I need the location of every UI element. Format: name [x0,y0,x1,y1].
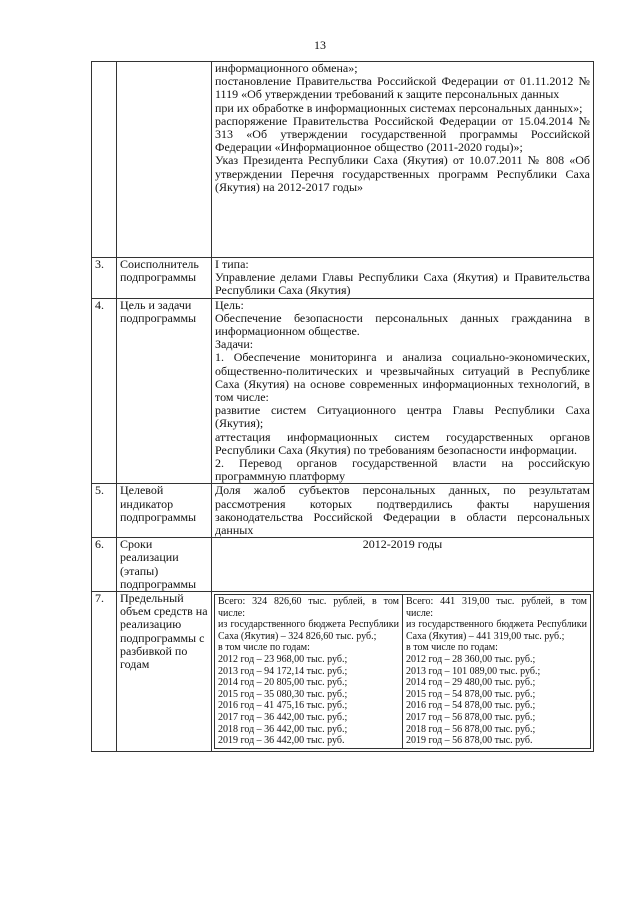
funding-line: 2016 год – 54 878,00 тыс. руб.; [406,700,536,712]
table-row-funding [92,592,594,752]
row-number: 3. [92,258,117,299]
funding-left [215,595,403,749]
funding-line: 2017 год – 36 442,00 тыс. руб.; [218,712,348,724]
funding-line: 2018 год – 56 878,00 тыс. руб.; [406,723,536,735]
funding-right [403,595,591,749]
text-line: информационного обмена»; [215,61,358,75]
funding-table [214,594,591,749]
text-line: 2. Перевод органов государственной власти на российскую программную платформу [215,456,590,484]
funding-line: 2013 год – 94 172,14 тыс. руб.; [218,665,348,677]
row-number: 7. [92,592,117,752]
text-line: при их обработке в информационных системах персональных данных»; [215,100,583,115]
text-line: I типа: [215,257,249,271]
content-cell [212,62,594,258]
text-line: Управление делами Главы Республики Саха (Якутия) и Правительства Республики Саха (Якутия) [215,270,590,298]
page-number: 13 [314,38,326,52]
funding-line: из государственного бюджета Республики Саха (Якутия) – 441 319,00 тыс. руб.; [406,619,587,642]
row-number: 4. [92,298,117,484]
text-line: аттестация информационных систем государственных органов Республики Саха (Якутия) по требованиям безопасности информации. [215,429,590,457]
text-line: развитие систем Ситуационного центра Главы Республики Саха (Якутия); [215,403,590,431]
funding-line: 2015 год – 54 878,00 тыс. руб.; [406,688,536,700]
row-label: Предельный объем средств на реализацию подпрограммы с разбивкой по годам [117,592,212,752]
num-cell [92,62,117,258]
funding-line: 2015 год – 35 080,30 тыс. руб.; [218,688,348,700]
table-row-continuation [92,62,594,258]
timeframe-value: 2012-2019 годы [212,538,594,592]
text-line: распоряжение Правительства Российской Федерации от 15.04.2014 № 313 «Об утверждении государственной программы Российской Федерации «Информационное общество (2011-2020 годы)»; [215,113,590,155]
content-cell [212,298,594,484]
funding-cell [212,592,594,752]
subprogram-passport-table [91,61,594,752]
funding-line: 2012 год – 23 968,00 тыс. руб.; [218,654,348,666]
funding-line: 2017 год – 56 878,00 тыс. руб.; [406,712,536,724]
funding-line: из государственного бюджета Республики Саха (Якутия) – 324 826,60 тыс. руб.; [218,619,399,642]
funding-line: 2018 год – 36 442,00 тыс. руб.; [218,723,348,735]
funding-line: Всего: 324 826,60 тыс. рублей, в том числе: [218,596,399,619]
content-cell [212,484,594,538]
funding-line: 2012 год – 28 360,00 тыс. руб.; [406,654,536,666]
content-cell [212,258,594,299]
text-line: Доля жалоб субъектов персональных данных, по результатам рассмотрения которых подтвердились факты нарушения законодательства Российской Федерации в области персональных данных [215,483,590,538]
funding-line: 2013 год – 101 089,00 тыс. руб.; [406,665,541,677]
row-label: Сроки реализации (этапы) подпрограммы [117,538,212,592]
text-line: Цель: [215,297,244,312]
row-label: Целевой индикатор подпрограммы [117,484,212,538]
table-row-goals [92,298,594,484]
funding-line: в том числе по годам: [218,642,310,654]
label-cell [117,62,212,258]
funding-line: Всего: 441 319,00 тыс. рублей, в том числе: [406,596,587,619]
table-row-co-executor [92,258,594,299]
row-number: 5. [92,484,117,538]
funding-line: 2019 год – 56 878,00 тыс. руб. [406,735,533,747]
row-label: Соисполнитель подпрограммы [117,258,212,299]
row-number: 6. [92,538,117,592]
text-line: Обеспечение безопасности персональных данных гражданина в информационном обществе. [215,310,590,339]
funding-line: 2014 год – 20 805,00 тыс. руб.; [218,677,348,689]
funding-line: 2019 год – 36 442,00 тыс. руб. [218,735,345,747]
funding-line: 2016 год – 41 475,16 тыс. руб.; [218,700,348,712]
text-line: постановление Правительства Российской Федерации от 01.11.2012 № 1119 «Об утверждении требований к защите персональных данных [215,74,590,102]
text-line: Указ Президента Республики Саха (Якутия) от 10.07.2011 № 808 «Об утверждении Перечня государственных программ Республики Саха (Якутия) на 2012-2017 годы» [215,153,590,194]
text-line: Задачи: [215,337,254,352]
funding-row [215,595,591,749]
funding-line: 2014 год – 29 480,00 тыс. руб.; [406,677,536,689]
table-row-indicator [92,484,594,538]
table-row-timeframe [92,538,594,592]
funding-line: в том числе по годам: [406,642,498,654]
text-line: 1. Обеспечение мониторинга и анализа социально-экономических, общественно-политических и чрезвычайных ситуаций в Республике Саха (Якутия) на основе современных информационных технологий, в том числе: [215,350,590,405]
row-label: Цель и задачи подпрограммы [117,298,212,484]
